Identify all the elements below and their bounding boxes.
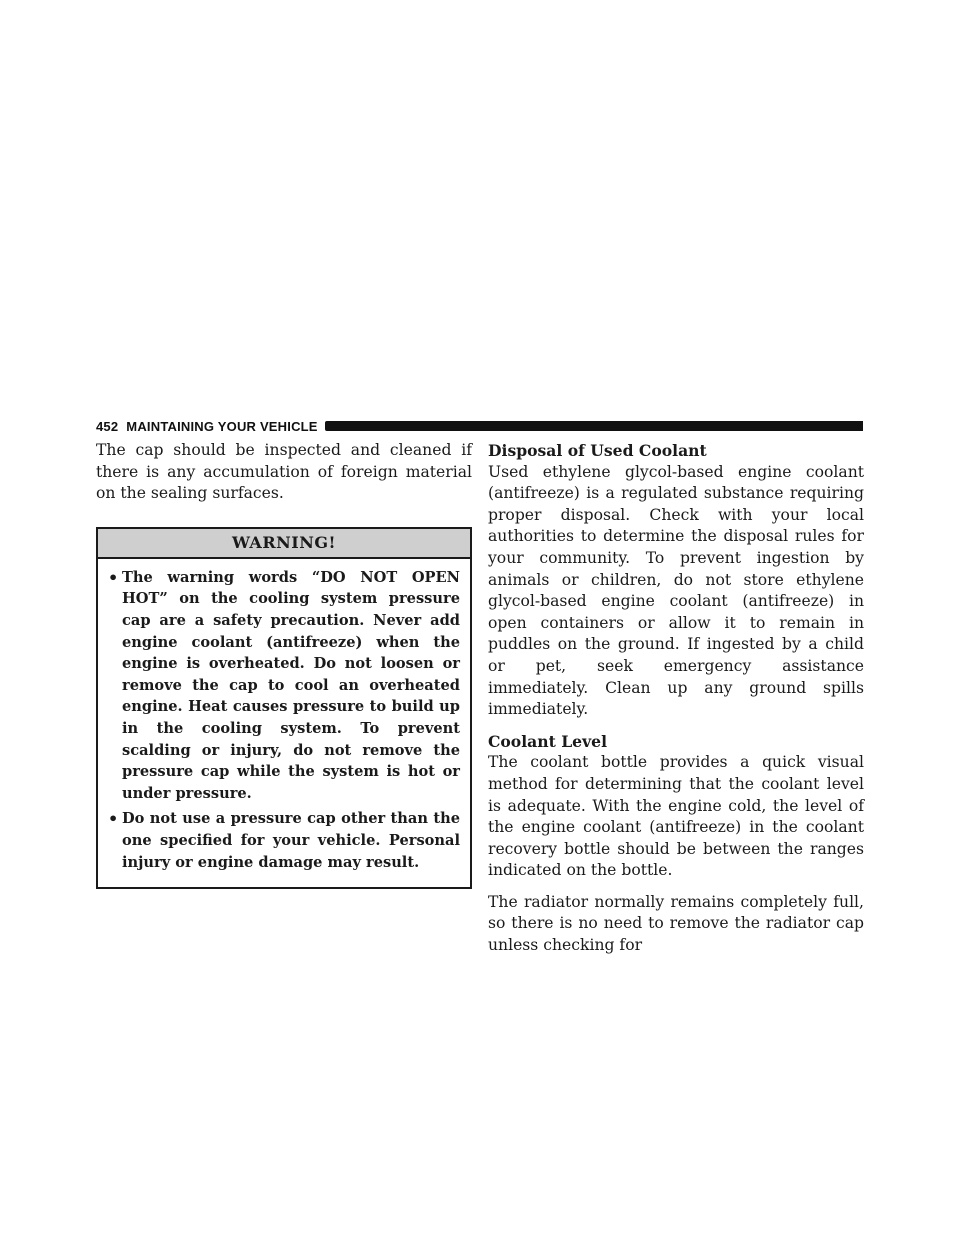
section-title: MAINTAINING YOUR VEHICLE bbox=[126, 418, 318, 434]
cap-inspection-paragraph: The cap should be inspected and cleaned if there is any accumulation of foreign material on the sealing surfaces. bbox=[96, 441, 472, 503]
left-column bbox=[96, 440, 472, 889]
right-column bbox=[488, 440, 864, 957]
warning-title: WARNING! bbox=[98, 529, 470, 559]
warning-item bbox=[108, 808, 460, 873]
header-rule bbox=[325, 421, 863, 431]
radiator-paragraph: The radiator normally remains completely full, so there is no need to remove the radiator cap unless checking for bbox=[488, 892, 864, 955]
warning-list bbox=[98, 559, 470, 887]
disposal-heading: Disposal of Used Coolant bbox=[488, 441, 707, 460]
coolant-level-paragraph: The coolant bottle provides a quick visual method for determining that the coolant level is adequate. With the engine cold, the level of the engine coolant (antifreeze) in the coolant recovery bottle should be between the ranges indicated on the bottle. bbox=[488, 753, 864, 880]
warning-box bbox=[96, 527, 472, 889]
coolant-level-heading: Coolant Level bbox=[488, 731, 608, 751]
warning-item-text: Do not use a pressure cap other than the one specified for your vehicle. Personal injury or engine damage may result. bbox=[122, 810, 460, 871]
bullet-icon: • bbox=[108, 567, 119, 587]
warning-item bbox=[108, 567, 460, 805]
page-number: 452 bbox=[96, 418, 119, 434]
warning-item-text: The warning words “DO NOT OPEN HOT” on the cooling system pressure cap are a safety precaution. Never add engine coolant (antifreeze) when the engine is overheated. Do not loosen or remove the cap to cool an overheated engine. Heat causes pressure to build up in the cooling system. To prevent scalding or injury, do not remove the pressure cap while the system is hot or under pressure. bbox=[122, 568, 460, 802]
bullet-icon: • bbox=[108, 809, 119, 829]
disposal-paragraph: Used ethylene glycol-based engine coolant (antifreeze) is a regulated substance requiring proper disposal. Check with your local authorities to determine the disposal rules for your community. To prevent ingestion by animals or children, do not store ethylene glycol-based engine coolant (antifreeze) in open containers or allow it to remain in puddles on the ground. If ingested by a child or pet, seek emergency assistance immediately. Clean up any ground spills immediately. bbox=[488, 462, 864, 719]
page-header bbox=[96, 418, 863, 434]
